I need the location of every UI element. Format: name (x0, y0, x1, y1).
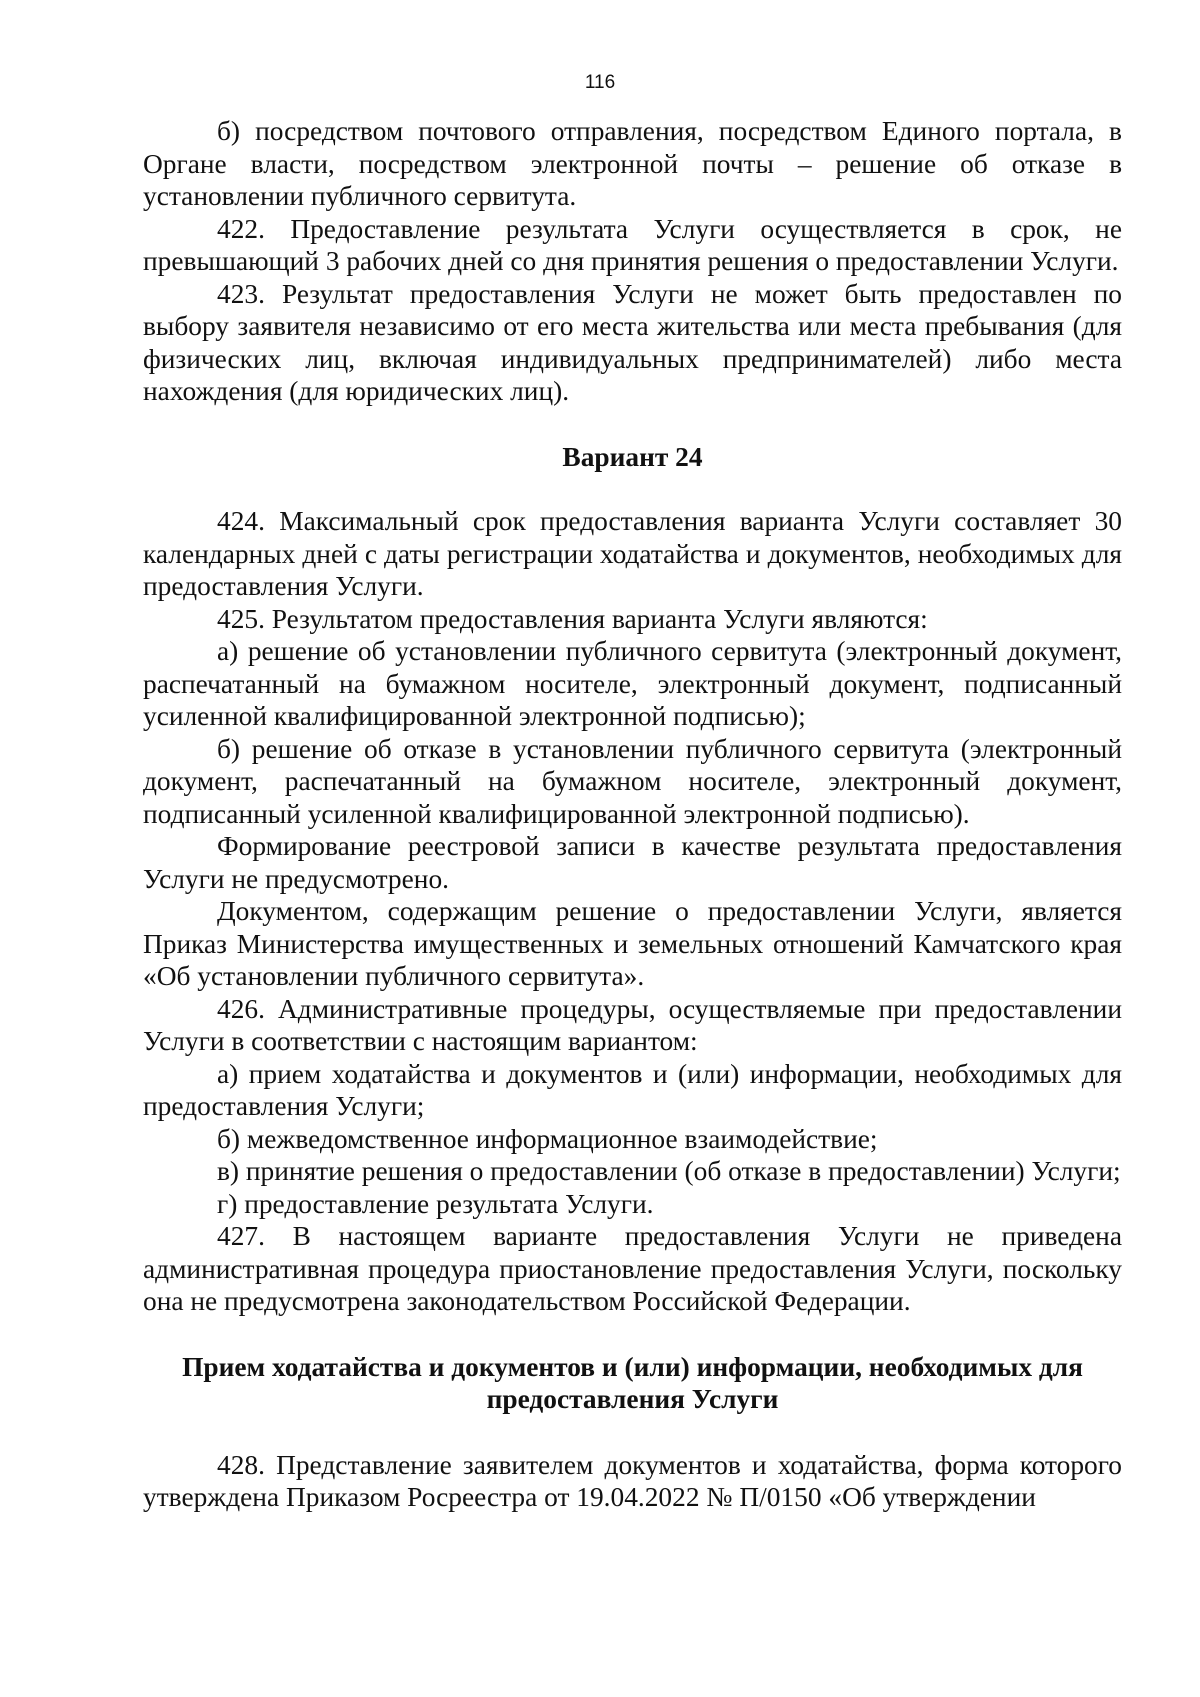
paragraph-426g: г) предоставление результата Услуги. (217, 1188, 654, 1219)
paragraph-426a: а) прием ходатайства и документов и (или) информации, необходимых для предоставления Услуги; (143, 1058, 1122, 1121)
paragraph-424: 424. Максимальный срок предоставления варианта Услуги составляет 30 календарных дней с даты регистрации ходатайства и документов, необходимых для предоставления Услуги. (143, 506, 1122, 601)
page-number: 116 (584, 72, 616, 93)
paragraph-423: 423. Результат предоставления Услуги не может быть предоставлен по выбору заявителя независимо от его места жительства или места пребывания (для физических лиц, включая индивидуальных предпринимателей) либо места нахождения (для юридических лиц). (143, 278, 1122, 406)
paragraph-422: 422. Предоставление результата Услуги осуществляется в срок, не превышающий 3 рабочих дней со дня принятия решения о предоставлении Услуги. (143, 213, 1122, 276)
paragraph-428: 428. Представление заявителем документов и ходатайства, форма которого утверждена Приказом Росреестра от 19.04.2022 № П/0150 «Об утверждении (143, 1449, 1122, 1512)
paragraph-426: 426. Административные процедуры, осуществляемые при предоставлении Услуги в соответствии с настоящим вариантом: (143, 993, 1122, 1056)
paragraph-426v: в) принятие решения о предоставлении (об отказе в предоставлении) Услуги; (217, 1156, 1121, 1186)
paragraph-425a: а) решение об установлении публичного сервитута (электронный документ, распечатанный на бумажном носителе, электронный документ, подписанный усиленной квалифицированной электронной подписью); (143, 636, 1122, 731)
section-heading: Прием ходатайства и документов и (или) информации, необходимых для предоставления Услуги (182, 1351, 1083, 1414)
document-body (143, 115, 1122, 1514)
paragraph-427: 427. В настоящем варианте предоставления Услуги не приведена административная процедура приостановление предоставления Услуги, поскольку она не предусмотрена законодательством Российской Федерации. (143, 1221, 1122, 1316)
variant-heading: Вариант 24 (562, 441, 703, 472)
paragraph-425b: б) решение об отказе в установлении публичного сервитута (электронный документ, распечатанный на бумажном носителе, электронный документ, подписанный усиленной квалифицированной электронной подписью). (143, 733, 1122, 829)
paragraph-registry-note: Формирование реестровой записи в качестве результата предоставления Услуги не предусмотрено. (143, 831, 1122, 894)
paragraph-426b: б) межведомственное информационное взаимодействие; (217, 1123, 878, 1154)
paragraph-421b: б) посредством почтового отправления, посредством Единого портала, в Органе власти, посредством электронной почты – решение об отказе в установлении публичного сервитута. (143, 116, 1122, 211)
paragraph-decision-document: Документом, содержащим решение о предоставлении Услуги, является Приказ Министерства имущественных и земельных отношений Камчатского края «Об установлении публичного сервитута». (143, 896, 1122, 991)
paragraph-425: 425. Результатом предоставления варианта Услуги являются: (217, 603, 928, 634)
